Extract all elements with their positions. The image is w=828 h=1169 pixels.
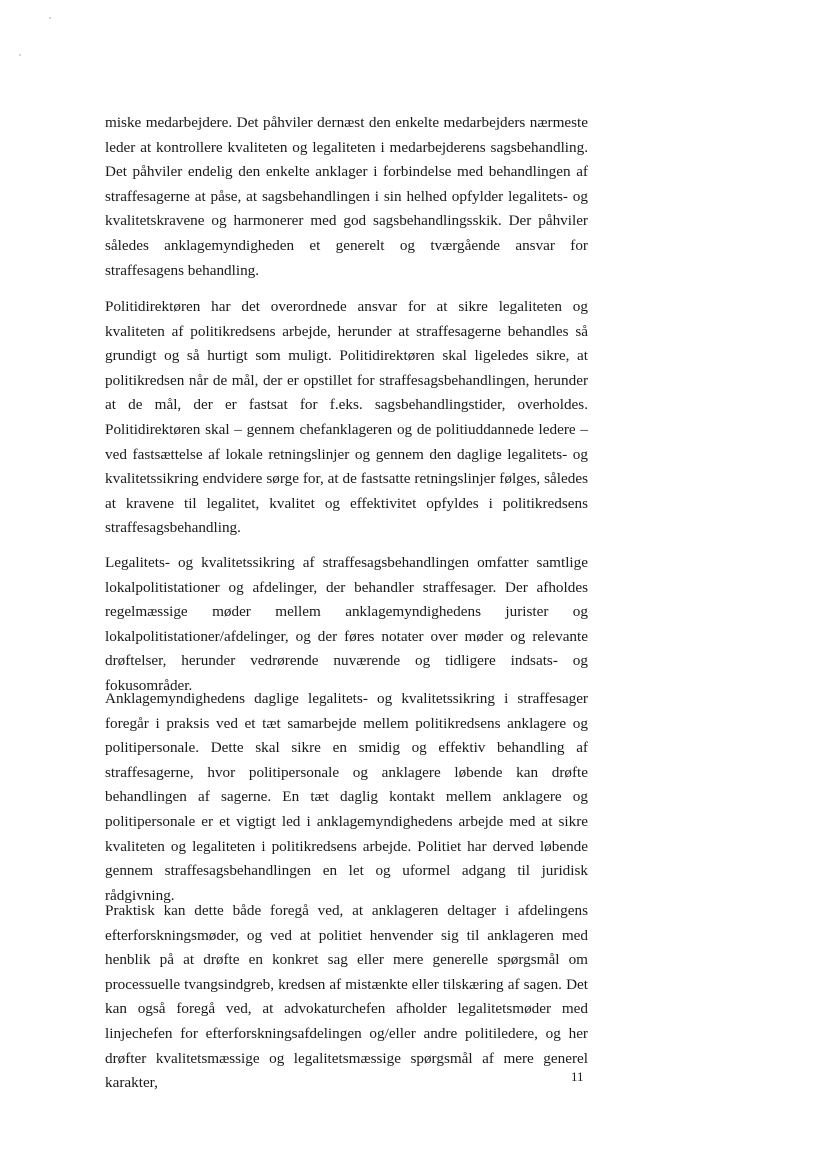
paragraph-text: Politidirektøren har det overordnede ansvar for at sikre legaliteten og kvaliteten af politikredsens arbejde, herunder at straffesagerne behandles så grundigt og så hurtigt som muligt. Politidirektøren skal ligeledes sikre, at politikredsen når de mål, der er opstillet for straffesagsbehandlingen, herunder at de mål, der er fastsat for f.eks. sagsbehandlingstider, overholdes. Politidirektøren skal – gennem chefanklageren og de politiuddannede ledere – ved fastsættelse af lokale retningslinjer og gennem den daglige legalitets- og kvalitetssikring endvidere sørge for, at de fastsatte retningslinjer følges, således at kravene til legalitet, kvalitet og effektivitet opfyldes i politikredsens straffesagsbehandling. xyxy=(105,298,588,537)
paragraph-4 xyxy=(105,687,588,908)
scan-speck xyxy=(49,17,51,19)
paragraph-3 xyxy=(105,551,588,699)
paragraph-1 xyxy=(105,111,588,283)
paragraph-text: miske medarbejdere. Det påhviler dernæst den enkelte medarbejders nærmeste leder at kontrollere kvaliteten og legaliteten i medarbejderens sagsbehandling. Det påhviler endelig den enkelte anklager i forbindelse med behandlingen af straffesagerne at påse, at sagsbehandlingen i sin helhed opfylder legalitets- og kvalitetskravene og harmonerer med god sagsbehandlingsskik. Der påhviler således anklagemyndigheden et generelt og tværgående ansvar for straffesagens behandling. xyxy=(105,114,588,279)
paragraph-5 xyxy=(105,899,588,1096)
paragraph-text: Praktisk kan dette både foregå ved, at anklageren deltager i afdelingens efterforskningsmøder, og ved at politiet henvender sig til anklageren med henblik på at drøfte en konkret sag eller mere generelle spørgsmål om processuelle tvangsindgreb, kredsen af mistænkte eller tilskæring af sagen. Det kan også foregå ved, at advokaturchefen afholder legalitetsmøder med linjechefen for efterforskningsafdelingen og/eller andre politiledere, og her drøfter kvalitetsmæssige og legalitetsmæssige spørgsmål af mere generel karakter, xyxy=(105,902,588,1092)
paragraph-text: Legalitets- og kvalitetssikring af straffesagsbehandlingen omfatter samtlige lokalpolitistationer og afdelinger, der behandler straffesager. Der afholdes regelmæssige møder mellem anklagemyndighedens jurister og lokalpolitistationer/afdelinger, og der føres notater over møder og relevante drøftelser, herunder vedrørende nuværende og tidligere indsats- og fokusområder. xyxy=(105,554,588,694)
paragraph-2 xyxy=(105,295,588,541)
scan-speck xyxy=(19,54,21,56)
paragraph-text: Anklagemyndighedens daglige legalitets- og kvalitetssikring i straffesager foregår i praksis ved et tæt samarbejde mellem politikredsens anklagere og politipersonale. Dette skal sikre en smidig og effektiv behandling af straffesagerne, hvor politipersonale og anklagere løbende kan drøfte behandlingen af sagerne. En tæt daglig kontakt mellem anklagere og politipersonale er et vigtigt led i anklagemyndighedens arbejde med at sikre kvaliteten og legaliteten i politikredsens arbejde. Politiet har derved løbende gennem straffesagsbehandlingen en let og uformel adgang til juridisk rådgivning. xyxy=(105,690,588,904)
page-number: 11 xyxy=(571,1069,584,1084)
